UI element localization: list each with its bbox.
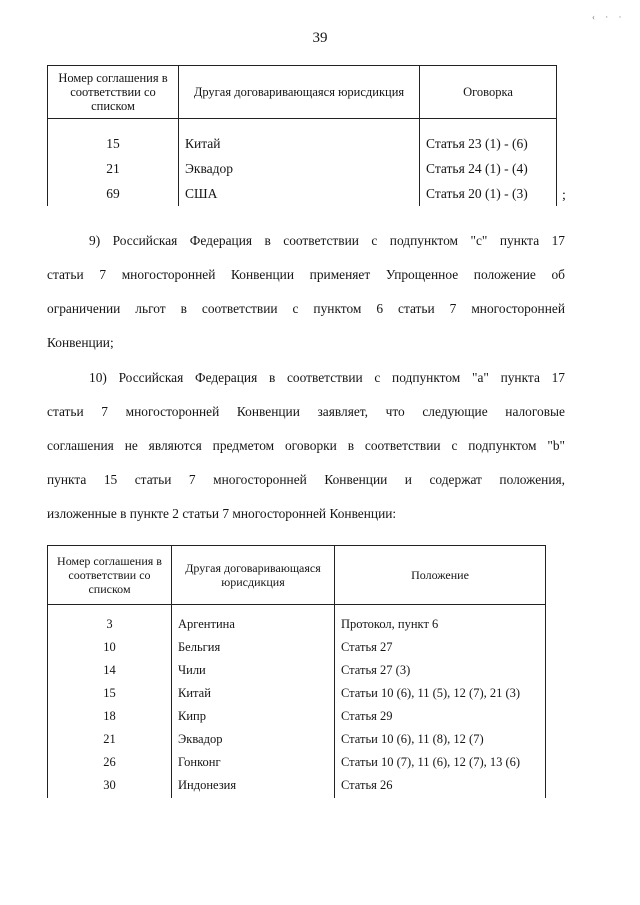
- agreement-number: 18: [48, 705, 172, 728]
- agreement-number: 15: [48, 119, 179, 157]
- provisions-table: [47, 545, 546, 798]
- page-number: 39: [312, 30, 328, 46]
- reservation: Статья 24 (1) - (4): [420, 156, 557, 181]
- table-row: [48, 605, 546, 637]
- paragraph-line: ограничении льгот в соответствии с пунктом 6 статьи 7 многосторонней: [47, 301, 565, 316]
- table-trailing-semicolon: ;: [562, 188, 566, 203]
- agreement-number: 3: [48, 605, 172, 637]
- table-header-row: [48, 66, 557, 119]
- agreement-number: 69: [48, 181, 179, 206]
- agreement-number: 21: [48, 156, 179, 181]
- table-row: [48, 682, 546, 705]
- paragraph-line: статьи 7 многосторонней Конвенции применяет Упрощенное положение об: [47, 267, 565, 282]
- provision: Статьи 10 (7), 11 (6), 12 (7), 13 (6): [335, 751, 546, 774]
- provision: Статья 27 (3): [335, 659, 546, 682]
- table-row: [48, 659, 546, 682]
- scan-corner-marks: ‹ · ·: [592, 12, 626, 22]
- header-agreement-number: Номер соглашения в соответствии со списком: [48, 546, 172, 605]
- header-agreement-number: Номер соглашения в соответствии со списком: [48, 66, 179, 119]
- paragraph-line: Конвенции;: [47, 335, 114, 350]
- reservation: Статья 23 (1) - (6): [420, 119, 557, 157]
- agreement-number: 14: [48, 659, 172, 682]
- provision: Статья 26: [335, 774, 546, 798]
- provision: Протокол, пункт 6: [335, 605, 546, 637]
- reservation: Статья 20 (1) - (3): [420, 181, 557, 206]
- agreement-number: 26: [48, 751, 172, 774]
- provision: Статьи 10 (6), 11 (5), 12 (7), 21 (3): [335, 682, 546, 705]
- jurisdiction: Бельгия: [172, 636, 335, 659]
- jurisdiction: США: [179, 181, 420, 206]
- agreement-number: 10: [48, 636, 172, 659]
- provision: Статьи 10 (6), 11 (8), 12 (7): [335, 728, 546, 751]
- jurisdiction: Эквадор: [179, 156, 420, 181]
- paragraph-line: изложенные в пункте 2 статьи 7 многосторонней Конвенции:: [47, 506, 397, 521]
- header-provision: Положение: [335, 546, 546, 605]
- header-reservation: Оговорка: [420, 66, 557, 119]
- jurisdiction: Аргентина: [172, 605, 335, 637]
- paragraph-line: 10) Российская Федерация в соответствии с подпунктом "a" пункта 17: [89, 370, 565, 385]
- agreement-number: 21: [48, 728, 172, 751]
- table-row: [48, 728, 546, 751]
- agreement-number: 30: [48, 774, 172, 798]
- table-header-row: [48, 546, 546, 605]
- header-jurisdiction: Другая договаривающаяся юрисдикция: [172, 546, 335, 605]
- table-row: [48, 636, 546, 659]
- table-row: [48, 119, 557, 157]
- table-row: [48, 181, 557, 206]
- jurisdiction: Китай: [172, 682, 335, 705]
- paragraph-line: статьи 7 многосторонней Конвенции заявляет, что следующие налоговые: [47, 404, 565, 419]
- jurisdiction: Чили: [172, 659, 335, 682]
- table-row: [48, 705, 546, 728]
- paragraph-line: соглашения не являются предметом оговорки в соответствии с подпунктом "b": [47, 438, 565, 453]
- jurisdiction: Индонезия: [172, 774, 335, 798]
- table-row: [48, 774, 546, 798]
- paragraph-line: пункта 15 статьи 7 многосторонней Конвенции и содержат положения,: [47, 472, 565, 487]
- agreement-number: 15: [48, 682, 172, 705]
- provision: Статья 29: [335, 705, 546, 728]
- reservations-table: [47, 65, 557, 206]
- header-jurisdiction: Другая договаривающаяся юрисдикция: [179, 66, 420, 119]
- table-row: [48, 751, 546, 774]
- table-row: [48, 156, 557, 181]
- provision: Статья 27: [335, 636, 546, 659]
- paragraph-10: [47, 361, 565, 531]
- jurisdiction: Китай: [179, 119, 420, 157]
- paragraph-line: 9) Российская Федерация в соответствии с подпунктом "c" пункта 17: [89, 233, 565, 248]
- jurisdiction: Эквадор: [172, 728, 335, 751]
- jurisdiction: Гонконг: [172, 751, 335, 774]
- paragraph-9: [47, 224, 565, 360]
- jurisdiction: Кипр: [172, 705, 335, 728]
